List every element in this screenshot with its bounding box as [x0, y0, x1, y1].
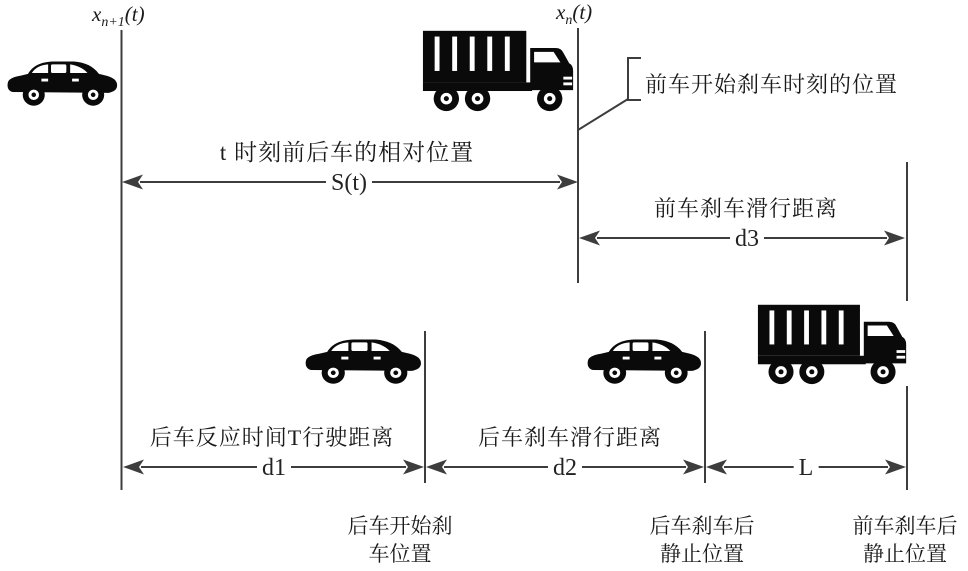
rear-brake-start-caption-line1: 后车开始刹	[347, 514, 453, 538]
front-truck-icon	[421, 27, 577, 113]
d1-measure-label: d1	[257, 456, 291, 480]
relative-position-label: t 时刻前后车的相对位置	[219, 140, 475, 165]
front-stop-caption-line2: 静止位置	[863, 542, 947, 567]
x-n-plus-1-base: x	[92, 2, 102, 26]
front-brake-moment-label: 前车开始刹车时刻的位置	[645, 72, 899, 97]
front-slide-distance-label: 前车刹车滑行距离	[653, 196, 839, 221]
d2-measure-label: d2	[548, 456, 582, 480]
x-n-plus-1-arg: (t)	[124, 2, 145, 26]
vehicle-length-measure-label: L	[794, 456, 819, 480]
rear-car-braking-icon	[303, 331, 424, 388]
front-truck-stopped-icon	[756, 301, 910, 386]
x-n-subscript: n	[565, 13, 573, 29]
x-n-marker	[556, 0, 592, 29]
d3-measure-label: d3	[730, 227, 764, 251]
rear-reaction-distance-label: 后车反应时间T行驶距离	[149, 425, 395, 450]
rear-stop-caption-line1: 后车刹车后	[649, 514, 755, 538]
x-n-base: x	[556, 0, 566, 24]
callout-bracket	[628, 58, 641, 100]
rear-car-icon	[5, 53, 120, 110]
rear-brake-start-caption	[348, 512, 453, 569]
x-n-plus-1-subscript: n+1	[101, 15, 125, 31]
front-stop-caption-line1: 前车刹车后	[852, 514, 958, 538]
rear-stop-caption-line2: 静止位置	[660, 542, 744, 567]
callout-leader-line	[578, 99, 628, 130]
x-n-plus-1-marker	[92, 2, 145, 31]
s-t-measure-label: S(t)	[326, 171, 372, 195]
x-n-arg: (t)	[572, 0, 593, 24]
front-stop-caption	[853, 512, 958, 569]
rear-car-stopped-icon	[585, 331, 704, 388]
rear-stop-caption	[650, 512, 755, 569]
rear-brake-start-caption-line2: 车位置	[368, 542, 432, 567]
rear-slide-distance-label: 后车刹车滑行距离	[477, 425, 663, 450]
